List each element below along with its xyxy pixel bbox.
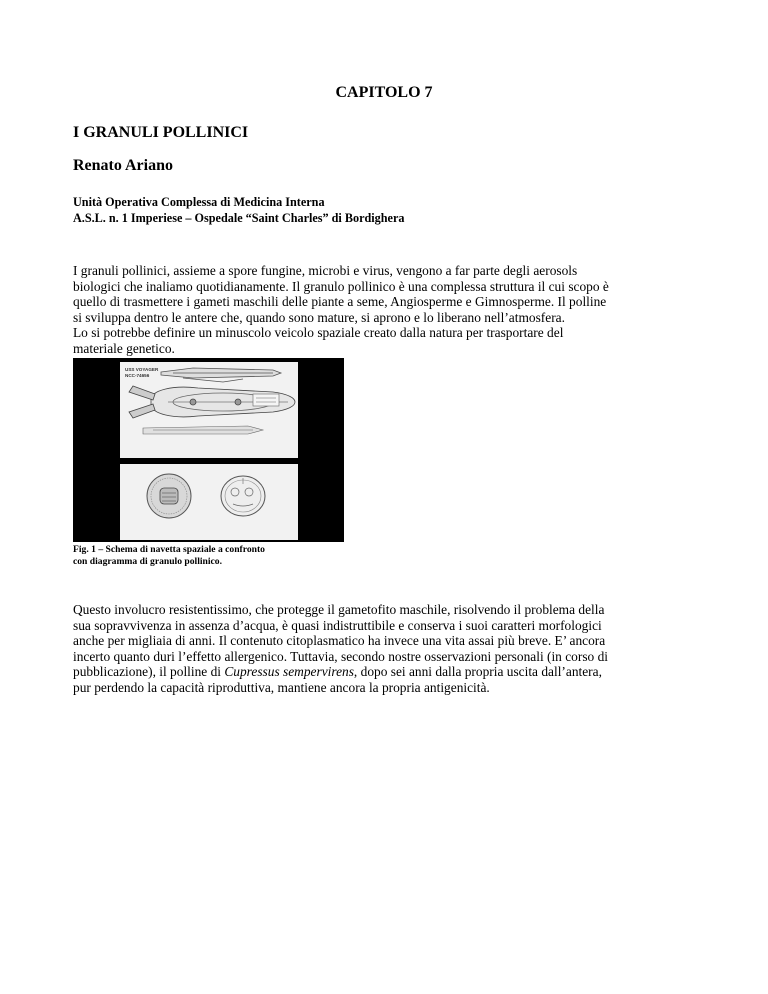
text-line xyxy=(73,664,713,680)
text-line: I granuli pollinici, assieme a spore fungine, microbi e virus, vengono a far parte degli aerosols xyxy=(73,263,578,278)
text-line: quello di trasmettere i gameti maschili delle piante a seme, Angiosperme e Gimnosperme. Il polline xyxy=(73,294,607,310)
section-title: I GRANULI POLLINICI xyxy=(73,124,249,141)
text-line: biologici che inaliamo quotidianamente. Il granulo pollinico è una complessa struttura il cui scopo è xyxy=(73,278,609,294)
pollen-panel xyxy=(120,464,298,540)
species-name: Cupressus sempervirens xyxy=(224,664,354,680)
author-name: Renato Ariano xyxy=(73,157,173,174)
caption-line: Fig. 1 – Schema di navetta spaziale a confronto xyxy=(73,544,265,555)
chapter-heading: CAPITOLO 7 xyxy=(335,84,433,101)
text-line: Questo involucro resistentissimo, che protegge il gametofito maschile, risolvendo il problema della xyxy=(73,602,605,617)
text-line: Lo si potrebbe definire un minuscolo veicolo spaziale creato dalla natura per trasportare del xyxy=(73,325,564,341)
affiliation-line: Unità Operativa Complessa di Medicina Interna xyxy=(73,195,325,209)
text-segment: , dopo sei anni dalla propria uscita dall’antera, xyxy=(353,664,602,680)
text-line: si sviluppa dentro le antere che, quando sono mature, si aprono e lo liberano nell’atmosfera. xyxy=(73,309,565,325)
paragraph-exine xyxy=(73,602,713,696)
text-line: pur perdendo la capacità riproduttiva, mantiene ancora la propria antigenicità. xyxy=(73,679,490,695)
affiliation-line: A.S.L. n. 1 Imperiese – Ospedale “Saint Charles” di Bordighera xyxy=(73,210,405,225)
pollen-grain-exterior xyxy=(147,474,191,518)
affiliation xyxy=(73,195,404,226)
text-line: incerto quanto duri l’effetto allergenico. Tuttavia, secondo nostre osservazioni personali (in corso di xyxy=(73,648,608,664)
pollen-grain-section xyxy=(221,476,265,516)
text-segment: pubblicazione), il polline di xyxy=(73,664,225,680)
text-line: anche per migliaia di anni. Il contenuto citoplasmatico ha invece una vita assai più breve. E’ ancora xyxy=(73,633,606,649)
ship-label-name: USS VOYAGER xyxy=(125,367,159,372)
text-line: materiale genetico. xyxy=(73,340,175,356)
caption-line: con diagramma di granulo pollinico. xyxy=(73,556,222,568)
ship-label-code: NCC-74656 xyxy=(125,373,150,378)
figure-spaceship-pollen xyxy=(73,358,344,542)
figure-caption xyxy=(73,544,265,568)
paragraph-intro xyxy=(73,263,713,357)
text-line: sua sopravvivenza in assenza d’acqua, è quasi indistruttibile e conserva i suoi caratteri morfologici xyxy=(73,617,602,633)
figure-illustration xyxy=(73,358,344,542)
